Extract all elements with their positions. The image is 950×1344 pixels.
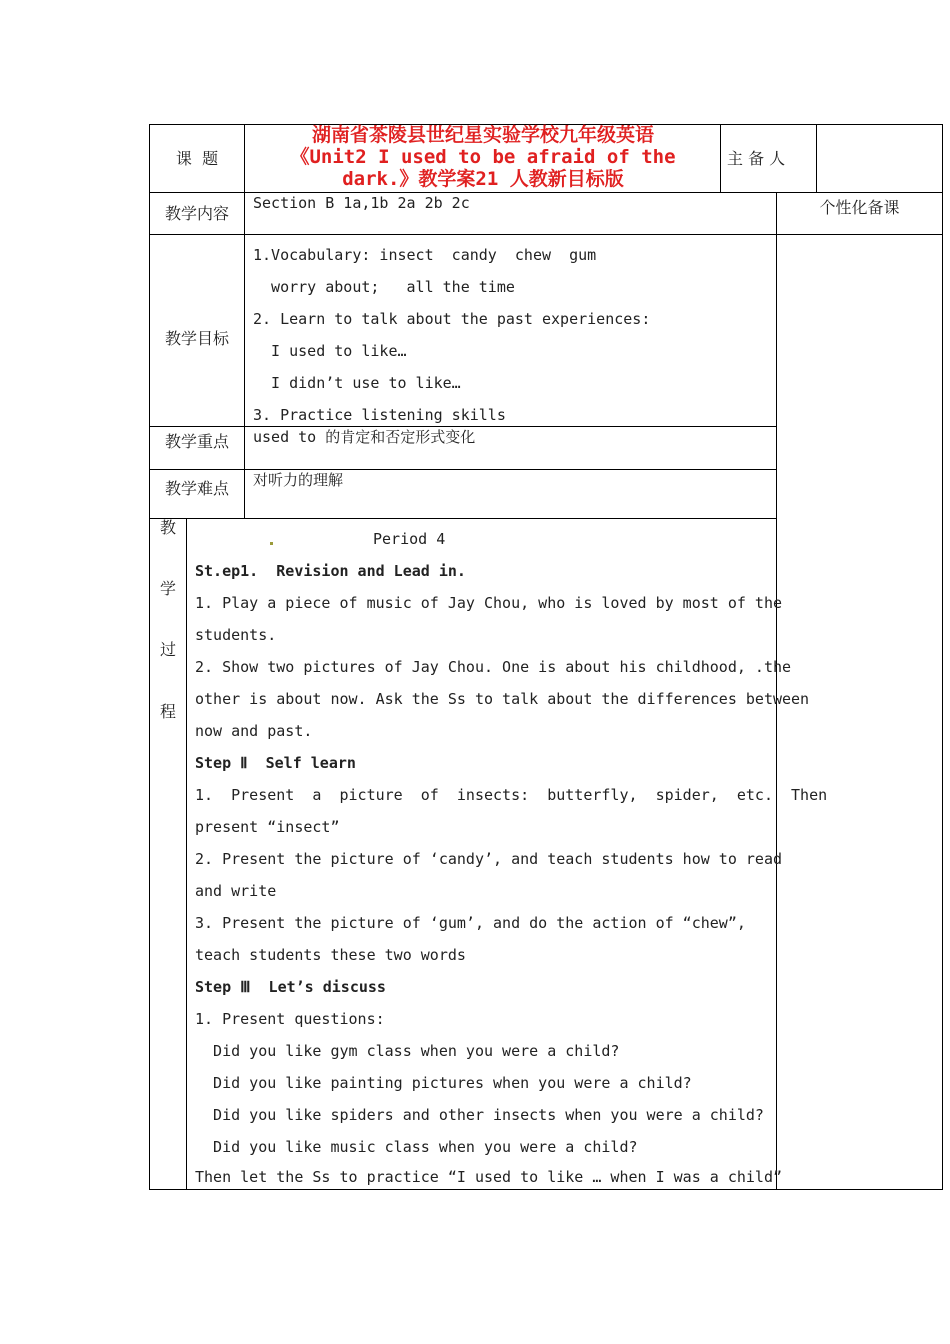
step2-line: 1. Present a picture of insects: butterfly, spider, etc. Then — [195, 786, 828, 804]
preparer-label: 主 备 人 — [727, 149, 786, 168]
decorative-dot — [270, 542, 273, 545]
step2-line: present “insect” — [195, 818, 340, 836]
step1-heading: St.ep1. Revision and Lead in. — [195, 562, 466, 580]
step3-line: Did you like music class when you were a child? — [195, 1138, 638, 1156]
content-label: 教学内容 — [164, 204, 229, 223]
title-line-3: dark.》教学案21 人教新目标版 — [342, 168, 624, 190]
process-char: 教 — [160, 518, 177, 537]
goal-item: worry about; all the time — [253, 278, 515, 296]
key-points-value: used to 的肯定和否定形式变化 — [253, 428, 476, 446]
title-line-2: 《Unit2 I used to be afraid of the — [290, 146, 676, 168]
topic-label: 课 题 — [175, 149, 219, 168]
step2-heading: Step Ⅱ Self learn — [195, 754, 356, 772]
period-heading: Period 4 — [373, 530, 446, 548]
goal-item: 3. Practice listening skills — [253, 406, 506, 424]
process-char: 学 — [160, 579, 177, 598]
step2-line: and write — [195, 882, 277, 900]
key-points-label: 教学重点 — [164, 432, 229, 451]
goal-item: I used to like… — [253, 342, 407, 360]
step3-line: Did you like spiders and other insects when you were a child? — [195, 1106, 764, 1124]
step3-line: Then let the Ss to practice “I used to like … when I was a child” — [195, 1168, 782, 1186]
step3-line: Did you like gym class when you were a child? — [195, 1042, 620, 1060]
difficulty-label: 教学难点 — [164, 479, 229, 498]
step2-line: 3. Present the picture of ‘gum’, and do the action of “chew”, — [195, 914, 746, 932]
step3-line: 1. Present questions: — [195, 1010, 385, 1028]
personal-prep-label: 个性化备课 — [819, 198, 900, 217]
step2-line: teach students these two words — [195, 946, 466, 964]
title-line-1: 湖南省茶陵县世纪星实验学校九年级英语 — [311, 124, 654, 146]
step1-line: now and past. — [195, 722, 313, 740]
process-char: 程 — [160, 702, 177, 721]
goal-item: 2. Learn to talk about the past experiences: — [253, 310, 651, 328]
document-title — [246, 124, 720, 190]
step1-line: students. — [195, 626, 277, 644]
process-char: 过 — [160, 640, 177, 659]
step1-line: 2. Show two pictures of Jay Chou. One is about his childhood, .the — [195, 658, 792, 676]
goals-label: 教学目标 — [164, 329, 229, 348]
difficulty-value: 对听力的理解 — [253, 471, 344, 489]
step1-line: 1. Play a piece of music of Jay Chou, who is loved by most of the — [195, 594, 782, 612]
step3-heading: Step Ⅲ Let’s discuss — [195, 978, 386, 996]
step2-line: 2. Present the picture of ‘candy’, and teach students how to read — [195, 850, 782, 868]
step3-line: Did you like painting pictures when you were a child? — [195, 1074, 692, 1092]
goal-item: 1.Vocabulary: insect candy chew gum — [253, 246, 597, 264]
goal-item: I didn’t use to like… — [253, 374, 461, 392]
content-value: Section B 1a,1b 2a 2b 2c — [253, 194, 470, 212]
step1-line: other is about now. Ask the Ss to talk about the differences between — [195, 690, 810, 708]
